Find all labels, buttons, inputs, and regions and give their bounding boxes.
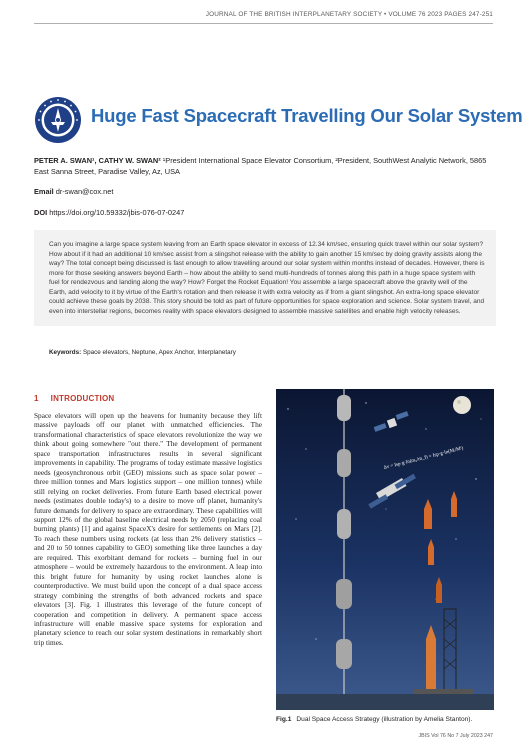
section-body: Space elevators will open up the heavens for humanity because they lift massive payloads off our planet with unmatched efficiencies. The transformational characteristics of space elevators revolutionize the way we think about going somewhere "out there." The development of permanent space transportation infrastructures results in several significant improvements in capability. The programs of today estimate massive logistics needs (geosynchronous orbit (GEO) missions such as space solar power – three million tonnes and Mars logistics support – one million tonnes) while still relying on rocket deliveries. From future Earth based electrical power needs (estimates double today's) to a desire to move off planet, humanity's future demands for delivery to space are extraordinary. These capabilities will support 12% of the global baseline electrical needs by 2050 (replacing coal burning plants) [1] and against SpaceX's desire for settlements on Mars [2]. To reach these numbers using rockets (at less than 2% delivery statistics – and 20 to 50 tonnes capability to GEO) something like three launches a day are required. This exorbitant demand for rockets – burning fuel in our atmosphere – would be extremely hazardous to the environment. A leap into this bright future for humanity by using rocket launches alone is counterproductive. We must build upon the concept of a dual space access strategy combining the strengths of both advanced rockets and space elevators [3]. Fig. 1 illustrates this leverage of the future concept of cooperation and competition in delivery. A permanent space access infrastructure will enable massive space systems for exploration and planetary science to reach our solar system destinations in remarkably short trip times. [34,411,262,647]
email-line [34,187,113,196]
figure-caption [276,716,472,723]
journal-header: JOURNAL OF THE BRITISH INTERPLANETARY SOCIETY • VOLUME 76 2023 PAGES 247-251 [205,11,493,18]
figure-illustration [276,389,494,710]
article-title: Huge Fast Spacecraft Travelling Our Solar System [91,105,523,126]
section-heading [34,394,114,403]
section-number: 1 [34,394,39,403]
header-rule [34,23,493,24]
doi-link[interactable]: https://doi.org/10.59332/jbis-076-07-0247 [47,208,185,217]
keywords-list: Space elevators, Neptune, Apex Anchor, Interplanetary [81,349,236,356]
rocket-equation: Δv = Isp·g·ln(m₀/m_f) = Isp·g·ln(Mᵢ/Mᶠ) [383,446,464,471]
figure-label: Fig.1 [276,716,292,723]
authors-names: PETER A. SWAN¹, CATHY W. SWAN² [34,156,161,165]
authors-block [34,155,496,177]
abstract-text: Can you imagine a large space system leaving from an Earth space elevator in excess of 12.34 km/sec, ensuring quick travel within our solar system? How about if it had an additional 10 km/sec assist from a slingshot release with the ability to gain another 15 km/sec by doing gravity assists along the way? The total concept being discussed is fast enough to allow travelling around our solar system within months instead of decades. However, there is more for those seeking answers beyond Earth – how about the ability to send multi-hundreds of tonnes along this path in a huge space system with fuel for rendezvous and landing along the way? How? Forget the Rocket Equation! You assemble a large spacecraft above the gravity well of the Earth, add velocity to it by virtue of the Earth's rotation and then release it with extra velocity as if from a giant slingshot. An extra-long space elevator could achieve these goals by 2038. This story should be told as part of future opportunities for space exploration and science. Solar system travel, and even into interstellar regions, becomes reality with space elevators designed to assemble massive satellites and enable high velocity releases. [49,241,485,315]
figure-caption-text: Dual Space Access Strategy (illustration by Amelia Stanton). [296,716,473,723]
affiliations: ¹President International Space Elevator Consortium, ²President, SouthWest Analytic Network, 5865 East Sanna Street, Paradise Valley, Az, USA [34,156,487,176]
doi-line [34,208,184,217]
email-label: Email [34,187,54,196]
section-title: INTRODUCTION [50,394,115,403]
keywords-label: Keywords: [49,349,82,356]
keywords-line [49,349,236,356]
doi-label: DOI [34,208,48,217]
email-link[interactable]: dr-swan@cox.net [53,187,114,196]
page-footer: JBIS Vol 76 No 7 July 2023 247 [418,733,493,739]
bis-logo-icon [34,96,82,144]
